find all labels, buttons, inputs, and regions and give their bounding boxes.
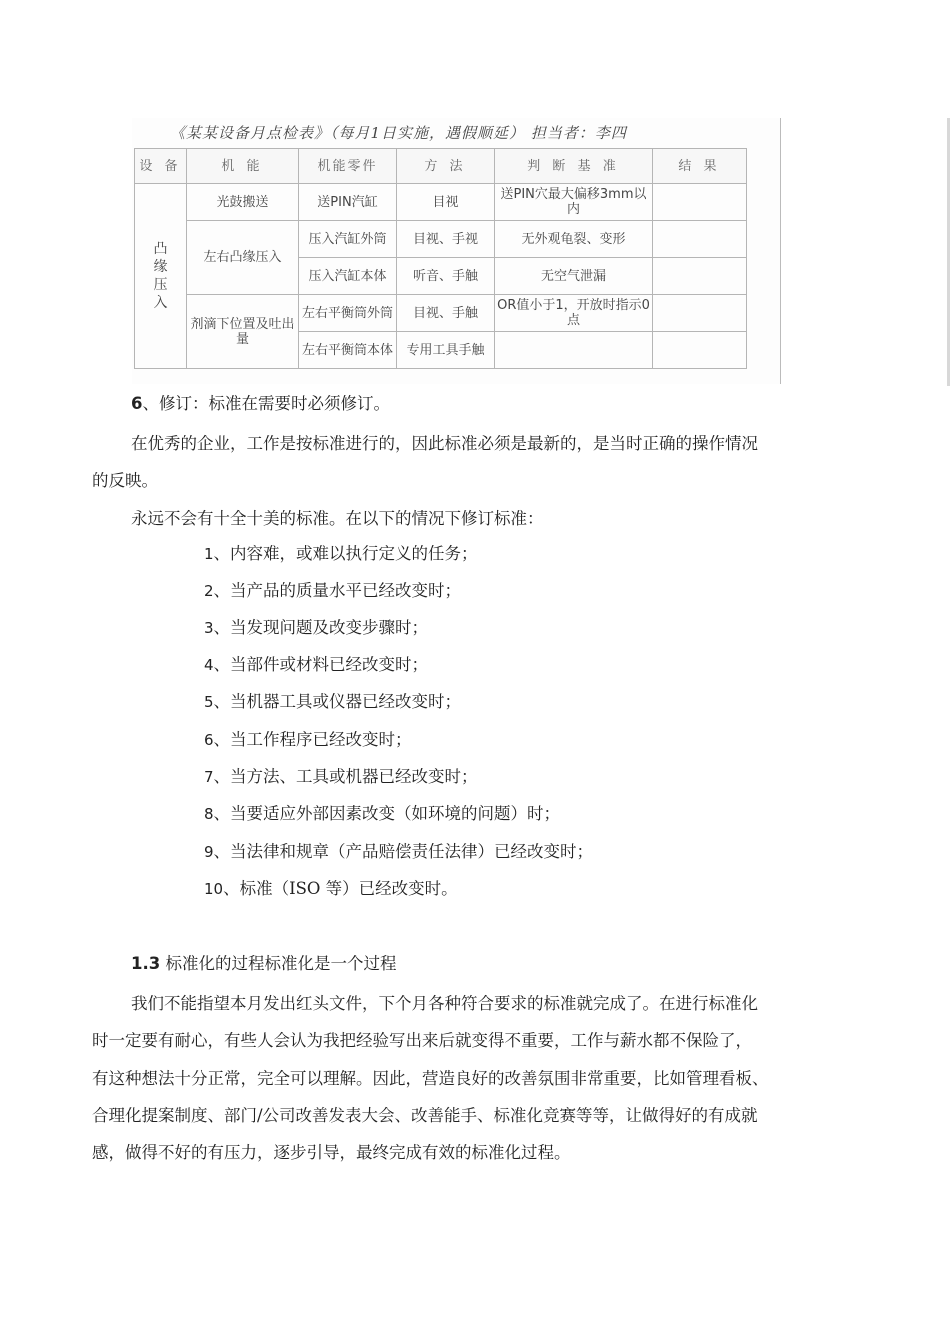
section-1-3-number: 1.3 [131, 954, 161, 973]
criteria-cell: OR值小于1，开放时指示0点 [495, 295, 653, 332]
function-cell: 剂滴下位置及吐出量 [187, 295, 299, 369]
section-6-title: 、修订：标准在需要时必须修订。 [142, 394, 390, 413]
part-cell: 压入汽缸外筒 [299, 221, 397, 258]
list-item: 10、标准（ISO 等）已经改变时。 [204, 879, 458, 898]
result-cell [653, 295, 747, 332]
table-row [135, 184, 747, 221]
inspection-table-image [132, 118, 781, 384]
section-6-heading [131, 392, 390, 416]
paragraph-text: 永远不会有十全十美的标准。在以下的情况下修订标准： [131, 509, 544, 528]
table-row [135, 295, 747, 332]
header-result: 结 果 [653, 149, 747, 184]
list-item: 5、当机器工具或仪器已经改变时； [204, 692, 462, 711]
result-cell [653, 221, 747, 258]
criteria-cell: 送PIN穴最大偏移3mm以内 [495, 184, 653, 221]
part-cell: 左右平衡筒外筒 [299, 295, 397, 332]
list-item: 4、当部件或材料已经改变时； [204, 655, 429, 674]
inspection-table [134, 148, 747, 369]
method-cell: 听音、手触 [397, 258, 495, 295]
section-6-number: 6 [131, 394, 143, 413]
method-cell: 目视 [397, 184, 495, 221]
paragraph-text: 在优秀的企业，工作是按标准进行的，因此标准必须是最新的，是当时正确的操作情况 [131, 434, 758, 453]
result-cell [653, 332, 747, 369]
header-equipment: 设 备 [135, 149, 187, 184]
part-cell: 压入汽缸本体 [299, 258, 397, 295]
function-cell: 左右凸缘压入 [187, 221, 299, 295]
criteria-cell: 无外观龟裂、变形 [495, 221, 653, 258]
header-criteria: 判 断 基 准 [495, 149, 653, 184]
paragraph-text: 的反映。 [92, 471, 158, 490]
list-item: 6、当工作程序已经改变时； [204, 730, 412, 749]
method-cell: 目视、手视 [397, 221, 495, 258]
list-item: 8、当要适应外部因素改变（如环境的问题）时； [204, 804, 561, 823]
header-function: 机 能 [187, 149, 299, 184]
header-part: 机能零件 [299, 149, 397, 184]
list-item: 9、当法律和规章（产品赔偿责任法律）已经改变时； [204, 842, 594, 861]
header-method: 方 法 [397, 149, 495, 184]
list-item: 1、内容难，或难以执行定义的任务； [204, 544, 478, 563]
method-cell: 专用工具手触 [397, 332, 495, 369]
table-caption: 《某某设备月点检表》（每月1日实施，遇假顺延） 担当者：李四 [170, 124, 627, 142]
equipment-cell: 凸 缘 压 入 [135, 184, 187, 369]
list-item: 3、当发现问题及改变步骤时； [204, 618, 429, 637]
criteria-cell [495, 332, 653, 369]
list-item: 2、当产品的质量水平已经改变时； [204, 581, 462, 600]
paragraph-text: 时一定要有耐心，有些人会认为我把经验写出来后就变得不重要，工作与薪水都不保险了， [92, 1031, 752, 1050]
table-row [135, 221, 747, 258]
criteria-cell: 无空气泄漏 [495, 258, 653, 295]
paragraph-text: 有这种想法十分正常，完全可以理解。因此，营造良好的改善氛围非常重要，比如管理看板、 [92, 1069, 769, 1088]
result-cell [653, 184, 747, 221]
function-cell: 光鼓搬送 [187, 184, 299, 221]
method-cell: 目视、手触 [397, 295, 495, 332]
section-1-3-title: 标准化的过程标准化是一个过程 [160, 954, 397, 973]
list-item: 7、当方法、工具或机器已经改变时； [204, 767, 478, 786]
paragraph-text: 感，做得不好的有压力，逐步引导，最终完成有效的标准化过程。 [92, 1143, 571, 1162]
part-cell: 左右平衡筒本体 [299, 332, 397, 369]
section-1-3-heading [131, 952, 396, 976]
paragraph-text: 合理化提案制度、部门/公司改善发表大会、改善能手、标准化竞赛等等，让做得好的有成就 [92, 1106, 758, 1125]
paragraph-text: 我们不能指望本月发出红头文件，下个月各种符合要求的标准就完成了。在进行标准化 [131, 994, 758, 1013]
table-header-row [135, 149, 747, 184]
result-cell [653, 258, 747, 295]
part-cell: 送PIN汽缸 [299, 184, 397, 221]
